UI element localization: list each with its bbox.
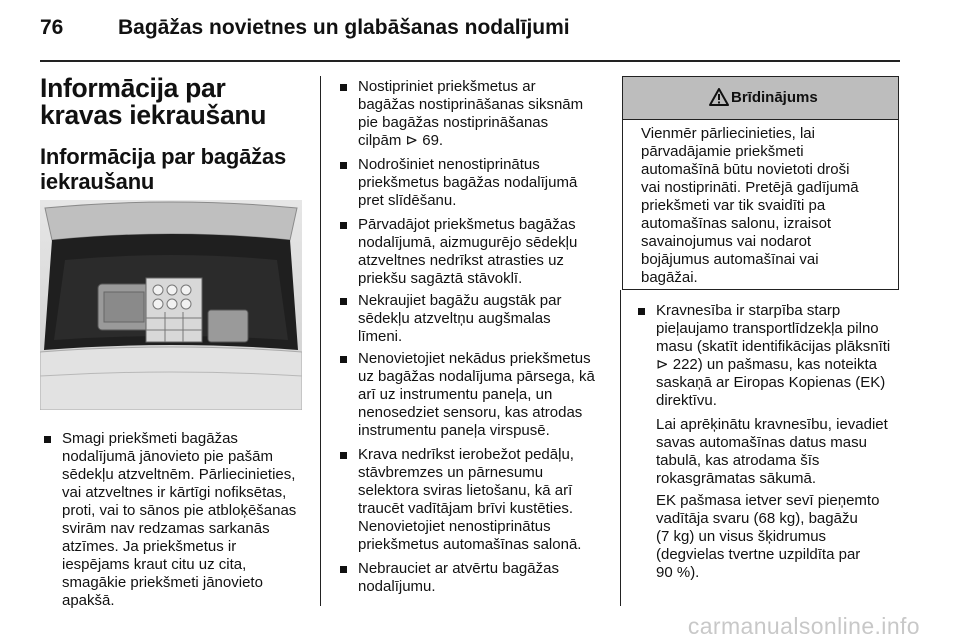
warning-triangle-icon — [709, 88, 729, 106]
warning-title: Brīdinājums — [731, 89, 818, 106]
column-divider — [320, 76, 321, 606]
bullet-marker — [638, 308, 645, 315]
trunk-luggage-illustration — [40, 200, 302, 410]
paragraph: EK pašmasa ietver sevī pieņemto vadītāja svaru (68 kg), bagāžu (7 kg) un visus šķidrumus (degvielas tvertne uzpildīta par 90 %). — [656, 492, 880, 581]
column-divider — [620, 290, 621, 606]
paragraph: Lai aprēķinātu kravnesību, ievadiet savas automašīnas datus masu tabulā, kas atrodama šīs rokasgrāmatas sākumā. — [656, 416, 888, 487]
car-trunk-with-luggage-icon — [40, 200, 302, 410]
section-heading: Informācija par kravas iekraušanu — [40, 73, 267, 130]
bullet-marker — [340, 298, 347, 305]
header-divider — [40, 60, 900, 62]
subsection-heading: Informācija par bagāžas iekraušanu — [40, 144, 287, 194]
bullet-marker — [340, 452, 347, 459]
warning-header — [623, 77, 898, 120]
bullet-marker — [340, 222, 347, 229]
bullet-marker — [340, 356, 347, 363]
page-number: 76 — [40, 16, 64, 39]
bullet-marker — [340, 566, 347, 573]
warning-text: Vienmēr pārliecinieties, lai pārvadājamie priekšmeti automašīnā būtu novietoti droši vai nostiprināti. Pretējā gadījumā priekšmeti var tik svaidīti pa automašīnas salonu, izraisot savainojumus vai nodarot bojājumus automašīnai vai bagāžai. — [641, 125, 859, 286]
bullet-marker — [44, 436, 51, 443]
watermark: carmanualsonline.info — [687, 613, 920, 639]
page-header-title: Bagāžas novietnes un glabāšanas nodalījumi — [118, 16, 570, 39]
warning-box — [622, 76, 899, 290]
bullet-marker — [340, 84, 347, 91]
bullet-marker — [340, 162, 347, 169]
